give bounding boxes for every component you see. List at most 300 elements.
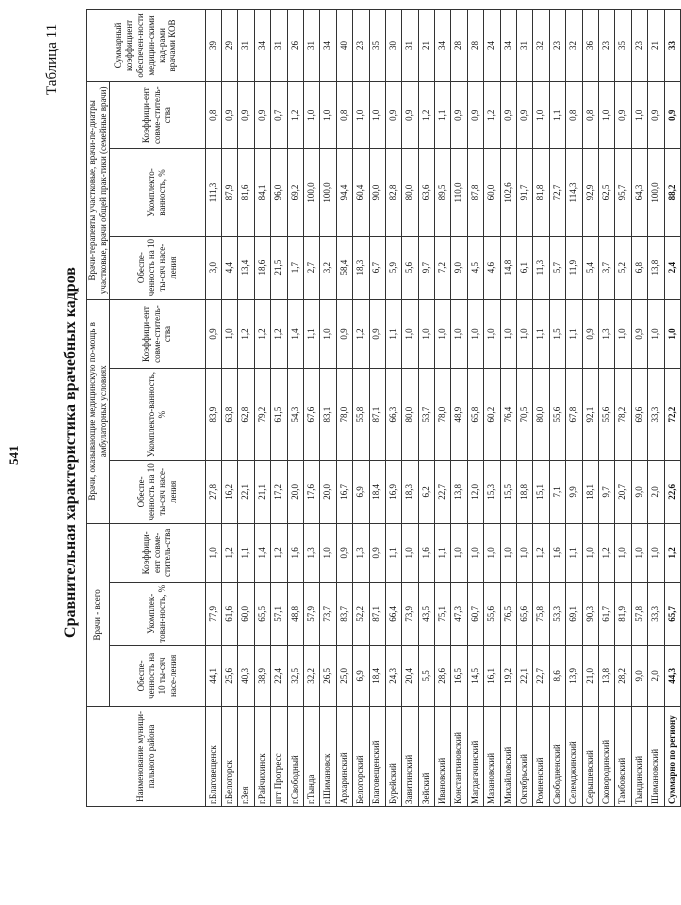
row-value: 72,7: [549, 149, 565, 236]
row-value: 0,8: [582, 81, 598, 149]
row-value: 1,0: [467, 523, 483, 582]
table-row: [353, 10, 369, 807]
row-value: 83,1: [320, 369, 336, 460]
row-value: 1,2: [598, 523, 614, 582]
row-value: 13,8: [648, 236, 664, 299]
row-value: 25,0: [336, 645, 352, 706]
row-value: 1,0: [320, 81, 336, 149]
row-value: 0,9: [369, 523, 385, 582]
row-value: 0,9: [221, 81, 237, 149]
row-value: 60,2: [484, 369, 500, 460]
row-value: 22,1: [517, 645, 533, 706]
row-value: 61,5: [271, 369, 287, 460]
row-value: 34: [320, 10, 336, 82]
row-value: 29: [221, 10, 237, 82]
row-value: 100,0: [320, 149, 336, 236]
row-value: 65,6: [517, 582, 533, 645]
row-name: Тындинский: [631, 706, 647, 806]
row-value: 1,1: [533, 299, 549, 369]
row-name: Сковородинский: [598, 706, 614, 806]
row-value: 1,3: [598, 299, 614, 369]
table-row: [336, 10, 352, 807]
row-value: 9,7: [418, 236, 434, 299]
row-value: 32: [533, 10, 549, 82]
row-value: 69,2: [287, 149, 303, 236]
table-row: [205, 10, 221, 807]
row-value: 0,9: [648, 81, 664, 149]
row-value: 6,1: [517, 236, 533, 299]
header-coef: Коэффици-ент совме-ститель-ства: [109, 81, 205, 149]
row-value: 3,7: [598, 236, 614, 299]
row-name: Завитинский: [402, 706, 418, 806]
row-value: 25,6: [221, 645, 237, 706]
row-value: 17,6: [303, 460, 319, 523]
row-value: 15,5: [500, 460, 516, 523]
row-name: Магдагачинский: [467, 706, 483, 806]
row-value: 88,2: [664, 149, 680, 236]
row-value: 1,2: [221, 523, 237, 582]
row-value: 1,0: [533, 81, 549, 149]
row-name: Зейский: [418, 706, 434, 806]
row-value: 1,0: [303, 81, 319, 149]
row-value: 28,2: [615, 645, 631, 706]
row-value: 0,7: [271, 81, 287, 149]
row-value: 78,0: [336, 369, 352, 460]
header-row-groups: [87, 10, 110, 807]
row-value: 1,2: [664, 523, 680, 582]
row-value: 1,0: [517, 299, 533, 369]
row-value: 1,0: [402, 299, 418, 369]
row-value: 33,3: [648, 369, 664, 460]
table-row: [303, 10, 319, 807]
table-row: [221, 10, 237, 807]
row-value: 16,2: [221, 460, 237, 523]
row-value: 1,2: [418, 81, 434, 149]
row-name: г.Благовещенск: [205, 706, 221, 806]
row-value: 60,4: [353, 149, 369, 236]
row-value: 1,1: [566, 523, 582, 582]
row-value: 0,8: [336, 81, 352, 149]
row-value: 60,0: [238, 582, 254, 645]
row-value: 31: [517, 10, 533, 82]
row-value: 1,0: [664, 299, 680, 369]
row-value: 33: [664, 10, 680, 82]
table-row: [418, 10, 434, 807]
table-row: [664, 10, 680, 807]
table-row: [566, 10, 582, 807]
header-coef: Коэффици-ент совме-ститель-ства: [109, 523, 205, 582]
row-value: 54,3: [287, 369, 303, 460]
table-row: [598, 10, 614, 807]
row-value: 58,4: [336, 236, 352, 299]
row-value: 48,8: [287, 582, 303, 645]
row-value: 30: [385, 10, 401, 82]
row-value: 0,9: [615, 81, 631, 149]
row-name: Суммарно по региону: [664, 706, 680, 806]
row-value: 0,9: [336, 299, 352, 369]
row-value: 32,5: [287, 645, 303, 706]
row-value: 1,2: [484, 81, 500, 149]
row-value: 14,8: [500, 236, 516, 299]
row-value: 31: [271, 10, 287, 82]
row-value: 1,6: [549, 523, 565, 582]
row-value: 31: [238, 10, 254, 82]
row-value: 92,1: [582, 369, 598, 460]
row-value: 80,0: [402, 369, 418, 460]
row-value: 1,1: [238, 523, 254, 582]
row-value: 13,4: [238, 236, 254, 299]
row-value: 22,7: [435, 460, 451, 523]
row-value: 78,0: [435, 369, 451, 460]
row-value: 60,0: [484, 149, 500, 236]
row-value: 0,8: [566, 81, 582, 149]
row-name: г.Райчихинск: [254, 706, 270, 806]
row-value: 3,2: [320, 236, 336, 299]
row-value: 21,5: [271, 236, 287, 299]
row-name: Константиновский: [451, 706, 467, 806]
row-value: 34: [254, 10, 270, 82]
row-value: 5,7: [549, 236, 565, 299]
row-value: 20,4: [402, 645, 418, 706]
row-value: 90,3: [582, 582, 598, 645]
row-value: 16,9: [385, 460, 401, 523]
table-row: [533, 10, 549, 807]
table-row: [648, 10, 664, 807]
row-value: 6,2: [418, 460, 434, 523]
table-row: [517, 10, 533, 807]
row-value: 9,7: [598, 460, 614, 523]
header-coef: Коэффици-ент совме-ститель-ства: [109, 299, 205, 369]
row-value: 21: [418, 10, 434, 82]
row-name: пгт Прогресс: [271, 706, 287, 806]
row-value: 60,7: [467, 582, 483, 645]
row-value: 0,9: [467, 81, 483, 149]
row-value: 65,8: [467, 369, 483, 460]
row-value: 15,3: [484, 460, 500, 523]
row-value: 28: [451, 10, 467, 82]
row-value: 16,1: [484, 645, 500, 706]
table-row: [451, 10, 467, 807]
row-value: 1,0: [435, 299, 451, 369]
row-value: 9,9: [566, 460, 582, 523]
page-number: 541: [6, 445, 21, 465]
row-value: 1,0: [484, 299, 500, 369]
row-value: 35: [615, 10, 631, 82]
row-value: 75,1: [435, 582, 451, 645]
row-value: 18,4: [369, 460, 385, 523]
row-value: 4,6: [484, 236, 500, 299]
row-value: 2,7: [303, 236, 319, 299]
row-value: 7,2: [435, 236, 451, 299]
row-value: 22,6: [664, 460, 680, 523]
row-value: 55,6: [549, 369, 565, 460]
row-value: 21,1: [254, 460, 270, 523]
row-value: 18,3: [402, 460, 418, 523]
row-value: 0,9: [238, 81, 254, 149]
row-value: 67,6: [303, 369, 319, 460]
row-value: 1,2: [238, 299, 254, 369]
table-row: [549, 10, 565, 807]
row-value: 0,9: [336, 523, 352, 582]
row-name: Селемджинский: [566, 706, 582, 806]
row-value: 32: [566, 10, 582, 82]
row-value: 31: [402, 10, 418, 82]
row-name: г.Зея: [238, 706, 254, 806]
row-name: Серышевский: [582, 706, 598, 806]
row-value: 1,3: [353, 523, 369, 582]
row-name: Архаринский: [336, 706, 352, 806]
table-row: [467, 10, 483, 807]
row-value: 1,1: [435, 523, 451, 582]
row-value: 0,9: [451, 81, 467, 149]
row-value: 83,9: [205, 369, 221, 460]
row-value: 47,3: [451, 582, 467, 645]
row-value: 31: [303, 10, 319, 82]
header-group-ambulatory: Врачи, оказывающие медицинскую по-мощь в амбулаторных условиях: [87, 299, 110, 523]
row-value: 23: [549, 10, 565, 82]
row-name: Шимановский: [648, 706, 664, 806]
row-value: 5,9: [385, 236, 401, 299]
row-value: 1,0: [648, 299, 664, 369]
row-name: Михайловский: [500, 706, 516, 806]
row-value: 43,5: [418, 582, 434, 645]
table-row: [484, 10, 500, 807]
row-value: 82,8: [385, 149, 401, 236]
row-value: 33,3: [648, 582, 664, 645]
row-value: 57,9: [303, 582, 319, 645]
row-value: 1,0: [402, 523, 418, 582]
table-row: [500, 10, 516, 807]
row-value: 0,9: [369, 299, 385, 369]
row-value: 6,9: [353, 460, 369, 523]
row-value: 1,0: [615, 299, 631, 369]
row-value: 90,0: [369, 149, 385, 236]
table-row: [254, 10, 270, 807]
row-value: 36: [582, 10, 598, 82]
row-value: 80,0: [533, 369, 549, 460]
row-value: 87,1: [369, 582, 385, 645]
row-value: 1,0: [484, 523, 500, 582]
row-value: 1,2: [271, 299, 287, 369]
row-value: 1,0: [500, 523, 516, 582]
row-value: 3,0: [205, 236, 221, 299]
row-value: 4,4: [221, 236, 237, 299]
row-value: 15,1: [533, 460, 549, 523]
row-value: 100,0: [648, 149, 664, 236]
row-value: 1,0: [418, 299, 434, 369]
header-group-district: Врачи-терапевты участковые, врачи-пе-диатры участковые, врачи общей прак-тики (семейные врачи): [87, 81, 110, 299]
row-value: 1,0: [205, 523, 221, 582]
row-value: 94,4: [336, 149, 352, 236]
row-value: 70,5: [517, 369, 533, 460]
row-value: 0,9: [664, 81, 680, 149]
row-value: 87,9: [221, 149, 237, 236]
row-name: Октябрьский: [517, 706, 533, 806]
row-value: 65,7: [664, 582, 680, 645]
row-value: 65,5: [254, 582, 270, 645]
row-value: 69,1: [566, 582, 582, 645]
row-value: 1,0: [451, 299, 467, 369]
row-value: 1,6: [287, 523, 303, 582]
row-value: 77,9: [205, 582, 221, 645]
table-row: [385, 10, 401, 807]
row-value: 89,5: [435, 149, 451, 236]
row-value: 40: [336, 10, 352, 82]
row-value: 53,7: [418, 369, 434, 460]
header-staffing: Укомплек-тован-ность, %: [109, 582, 205, 645]
row-value: 11,9: [566, 236, 582, 299]
row-value: 18,6: [254, 236, 270, 299]
row-name: Бурейский: [385, 706, 401, 806]
row-value: 22,4: [271, 645, 287, 706]
row-value: 63,8: [221, 369, 237, 460]
row-value: 9,0: [631, 460, 647, 523]
row-value: 1,0: [598, 81, 614, 149]
header-staffing: Укомплекто-ванность, %: [109, 369, 205, 460]
row-value: 27,8: [205, 460, 221, 523]
row-value: 6,7: [369, 236, 385, 299]
row-value: 28,6: [435, 645, 451, 706]
row-value: 24,3: [385, 645, 401, 706]
row-value: 26,5: [320, 645, 336, 706]
row-value: 23: [353, 10, 369, 82]
row-name: Белогорский: [353, 706, 369, 806]
row-value: 1,1: [385, 299, 401, 369]
header-municipality: Наименование муници-пального района: [87, 706, 206, 806]
table-row: [287, 10, 303, 807]
row-name: Мазановский: [484, 706, 500, 806]
row-value: 1,1: [435, 81, 451, 149]
row-value: 24: [484, 10, 500, 82]
header-group-all: Врачи - всего: [87, 523, 110, 706]
row-value: 35: [369, 10, 385, 82]
row-value: 1,0: [221, 299, 237, 369]
row-value: 5,5: [418, 645, 434, 706]
table-row: [320, 10, 336, 807]
row-value: 102,6: [500, 149, 516, 236]
row-value: 38,9: [254, 645, 270, 706]
row-value: 111,3: [205, 149, 221, 236]
row-value: 0,9: [402, 81, 418, 149]
row-value: 1,1: [303, 299, 319, 369]
row-value: 87,1: [369, 369, 385, 460]
row-value: 78,2: [615, 369, 631, 460]
row-value: 22,1: [238, 460, 254, 523]
row-value: 19,2: [500, 645, 516, 706]
row-value: 1,2: [533, 523, 549, 582]
row-value: 11,3: [533, 236, 549, 299]
row-value: 6,9: [353, 645, 369, 706]
row-value: 57,1: [271, 582, 287, 645]
row-value: 5,6: [402, 236, 418, 299]
table-row: [582, 10, 598, 807]
table-row: [402, 10, 418, 807]
header-provision: Обеспе-ченность на 10 ты-сяч насе-ления: [109, 645, 205, 706]
row-value: 1,2: [254, 299, 270, 369]
row-name: Ивановский: [435, 706, 451, 806]
row-value: 83,7: [336, 582, 352, 645]
row-value: 52,2: [353, 582, 369, 645]
row-value: 1,6: [418, 523, 434, 582]
row-value: 1,2: [271, 523, 287, 582]
row-name: г.Шимановск: [320, 706, 336, 806]
row-value: 63,6: [418, 149, 434, 236]
row-value: 32,2: [303, 645, 319, 706]
row-value: 0,9: [254, 81, 270, 149]
row-value: 9,0: [631, 645, 647, 706]
row-value: 1,1: [549, 81, 565, 149]
row-value: 1,0: [369, 81, 385, 149]
row-value: 1,0: [582, 523, 598, 582]
row-value: 55,8: [353, 369, 369, 460]
row-value: 100,0: [303, 149, 319, 236]
table-row: [435, 10, 451, 807]
row-value: 53,3: [549, 582, 565, 645]
header-provision: Обеспе-ченность на 10 ты-сяч насе-ления: [109, 236, 205, 299]
row-value: 1,0: [648, 523, 664, 582]
row-value: 18,1: [582, 460, 598, 523]
row-value: 18,4: [369, 645, 385, 706]
row-value: 0,9: [582, 299, 598, 369]
row-value: 73,9: [402, 582, 418, 645]
row-value: 81,9: [615, 582, 631, 645]
row-value: 1,2: [287, 81, 303, 149]
row-value: 61,6: [221, 582, 237, 645]
row-value: 26: [287, 10, 303, 82]
row-value: 66,4: [385, 582, 401, 645]
row-value: 44,1: [205, 645, 221, 706]
row-value: 9,0: [451, 236, 467, 299]
row-value: 1,2: [353, 299, 369, 369]
row-value: 1,0: [631, 81, 647, 149]
row-value: 69,6: [631, 369, 647, 460]
row-value: 1,0: [320, 523, 336, 582]
table-row: [238, 10, 254, 807]
row-value: 1,0: [615, 523, 631, 582]
row-value: 72,2: [664, 369, 680, 460]
row-value: 22,7: [533, 645, 549, 706]
row-value: 17,2: [271, 460, 287, 523]
row-value: 0,9: [631, 299, 647, 369]
row-value: 87,8: [467, 149, 483, 236]
row-value: 21,0: [582, 645, 598, 706]
row-value: 44,3: [664, 645, 680, 706]
row-value: 1,0: [353, 81, 369, 149]
row-value: 1,3: [303, 523, 319, 582]
row-value: 18,8: [517, 460, 533, 523]
row-value: 48,9: [451, 369, 467, 460]
table-body: [205, 10, 680, 807]
row-value: 62,5: [598, 149, 614, 236]
row-value: 95,7: [615, 149, 631, 236]
row-name: Тамбовский: [615, 706, 631, 806]
row-value: 34: [435, 10, 451, 82]
row-value: 61,7: [598, 582, 614, 645]
row-value: 16,7: [336, 460, 352, 523]
row-value: 13,9: [566, 645, 582, 706]
row-value: 84,1: [254, 149, 270, 236]
table-row: [271, 10, 287, 807]
row-value: 91,7: [517, 149, 533, 236]
row-value: 16,5: [451, 645, 467, 706]
row-value: 73,7: [320, 582, 336, 645]
row-value: 12,0: [467, 460, 483, 523]
row-value: 8,6: [549, 645, 565, 706]
row-name: Ромненский: [533, 706, 549, 806]
row-value: 5,4: [582, 236, 598, 299]
row-value: 1,0: [517, 523, 533, 582]
table-label: Таблица 11: [44, 23, 60, 95]
